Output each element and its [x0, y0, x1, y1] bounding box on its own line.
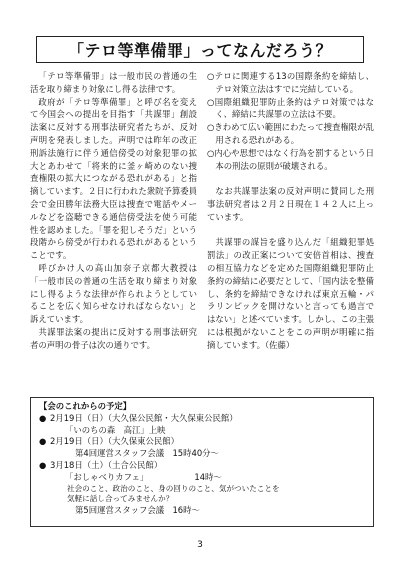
bullet-icon: ●: [39, 459, 47, 470]
schedule-item-date: [39, 436, 365, 448]
bullet-icon: ●: [39, 436, 47, 447]
statement-point: ○内心や思想ではなく行為を罰するという日本の刑法の原則が破壊される。: [207, 147, 374, 171]
schedule-item-date: [39, 460, 365, 472]
lead-paragraph: 「テロ等準備罪」は一般市民の普通の生活を取り締まり対象にし得る法律です。: [30, 71, 197, 94]
schedule-box: [30, 397, 374, 527]
schedule-title: 【会のこれからの予定】: [39, 401, 132, 411]
professor-paragraph: 呼びかけ人の高山加奈子京都大教授は「一般市民の普通の生活を取り締まり対象にし得るような法律が作られようとしていることを広く知らせなければならない」と訴えています。: [30, 262, 197, 325]
supporters-paragraph: なお共謀罪法案の反対声明に賛同した刑事法研究者は２月２日現在１４２人に上っています。: [207, 186, 374, 222]
article-body: [30, 70, 374, 395]
spacer: [207, 224, 374, 237]
schedule-date-text: 3月18日（土）（土合公民館）: [50, 459, 163, 470]
page-number: 3: [197, 540, 203, 550]
schedule-item-detail: 「おしゃべりカフェ」 14時～: [65, 471, 222, 482]
statement-point: ○きわめて広い範囲にわたって捜査権限が乱用される恐れがある。: [207, 122, 374, 145]
pm-claim-paragraph: 共謀罪の謀旨を盛り込んだ「組織犯罪処罰法」の改正案について安倍首相は、捜査の相互協力などを定めた国際組織犯罪防止条約の締結に必要だとして、「国内法を整備し、条約を締結できなければ東京五輪・パラリンピックを開けないと言っても過言ではない」と述べています。しかし、この主張には根拠がないことをこの声明が明確に指摘しています。（佐藤）: [207, 237, 374, 350]
schedule-item-date: [39, 413, 365, 425]
schedule-date-text: 2月19日（日）（大久保東公民館）: [50, 436, 180, 447]
right-column: [207, 70, 374, 395]
page-title: 「テロ等準備罪」ってなんだろう？: [36, 36, 364, 63]
schedule-item-detail: 気軽に話し合ってみませんか？: [67, 494, 174, 504]
schedule-item-detail: 第5回運営スタッフ会議 16時～: [75, 504, 200, 515]
schedule-item-detail: 「いのちの森 高江」上映: [65, 424, 166, 435]
statement-point: ○テロに関連する13の国際条約を締結し、テロ対策立法はすでに完結している。: [207, 71, 374, 94]
schedule-item-detail: 社会のこと、政治のこと、身の回りのこと、気がついたことを: [67, 483, 280, 493]
schedule-date-text: 2月19日（日）（大久保公民館・大久保東公民館）: [50, 412, 238, 423]
statement-point: ○国際組織犯罪防止条約はテロ対策ではなく、締結に共謀罪の立法は不要。: [207, 96, 374, 120]
spacer: [207, 172, 374, 185]
schedule-list: [39, 413, 365, 517]
bullet-icon: ●: [39, 412, 47, 423]
left-column: [30, 70, 197, 395]
schedule-item-detail: 第4回運営スタッフ会議 15時40分～: [75, 448, 219, 459]
summary-intro-paragraph: 共謀罪法案の提出に反対する刑事法研究者の声明の骨子は次の通りです。: [30, 326, 197, 350]
statement-paragraph: 政府が「テロ等準備罪」と呼び名を変えて今国会への提出を目指す「共謀罪」創設法案に反対する刑事法研究者たちが、反対声明を発表しました。声明では昨年の改正刑訴法施行に伴う通信傍受の対象犯罪の拡大とあわせて「将来的に釜ヶ崎めのない捜査権限の拡大につながる恐れがある」と指摘しています。２日に行われた衆院予算委員会で金田勝年法務大臣は捜査で電話やメールなどを盗聴できる通信傍受法を使う可能性を認めました。「罪を犯しそうだ」という段階から傍受が行われる恐れがあるということです。: [30, 96, 197, 261]
